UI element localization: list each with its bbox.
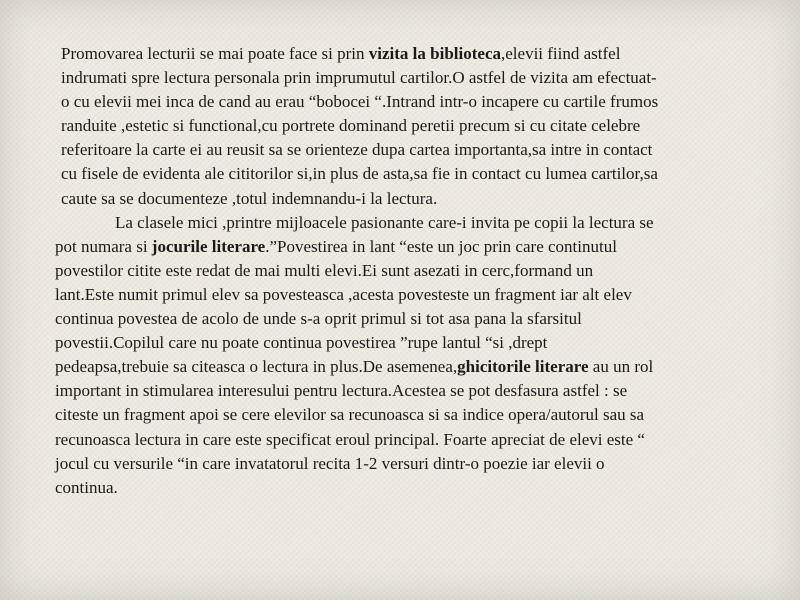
text-line: cu fisele de evidenta ale cititorilor si,in plus de asta,sa fie in contact cu lumea cartilor,sa [61,164,658,184]
text-line: continua. [55,477,118,497]
bold-phrase: vizita la biblioteca [368,44,501,63]
text-line: important in stimularea interesului pentru lectura.Acestea se pot desfasura astfel : se [55,381,628,401]
slide-text [55,42,770,500]
text-line: povestii.Copilul care nu poate continua povestirea ”rupe lantul “si ,drept [55,333,548,353]
text-line: indrumati spre lectura personala prin imprumutul cartilor.O astfel de vizita am efectuat- [61,68,657,88]
text-line: pedeapsa,trebuie sa citeasca o lectura in plus.De asemenea,ghicitorile literare au un rol [55,357,654,377]
paragraph-library-visit [55,42,770,211]
text-line: referitoare la carte ei au reusit sa se orienteze dupa cartea importanta,sa intre in contact [61,140,653,160]
bold-phrase: ghicitorile literare [457,357,589,377]
text-line: recunoasca lectura in care este specificat eroul principal. Foarte apreciat de elevi este “ [55,429,645,449]
text-line: citeste un fragment apoi se cere elevilor sa recunoasca si sa indice opera/autorul sau sa [55,405,645,425]
text-line: lant.Este numit primul elev sa povesteasca ,acesta povesteste un fragment iar alt elev [55,284,632,304]
text-line: pot numara si jocurile literare.”Povestirea in lant “este un joc prin care continutul [55,236,617,256]
text-line: caute sa se documenteze ,totul indemnandu-i la lectura. [61,188,438,208]
text-line: jocul cu versurile “in care invatatorul recita 1-2 versuri dintr-o poezie iar elevii o [55,453,605,473]
text-line: o cu elevii mei inca de cand au erau “bobocei “.Intrand intr-o incapere cu cartile frumos [61,92,659,112]
paragraph-literary-games [55,211,770,500]
text-line: randuite ,estetic si functional,cu portrete dominand peretii precum si cu citate celebre [61,116,641,136]
text-line: continua povestea de acolo de unde s-a oprit primul si tot asa pana la sfarsitul [55,309,582,329]
text-line: Promovarea lecturii se mai poate face si prin vizita la biblioteca,elevii fiind astfel [61,44,621,63]
bold-phrase: jocurile literare [151,236,266,256]
text-line: povestilor citite este redat de mai multi elevi.Ei sunt asezati in cerc,formand un [55,260,594,280]
text-line: La clasele mici ,printre mijloacele pasionante care-i invita pe copii la lectura se [115,212,654,232]
